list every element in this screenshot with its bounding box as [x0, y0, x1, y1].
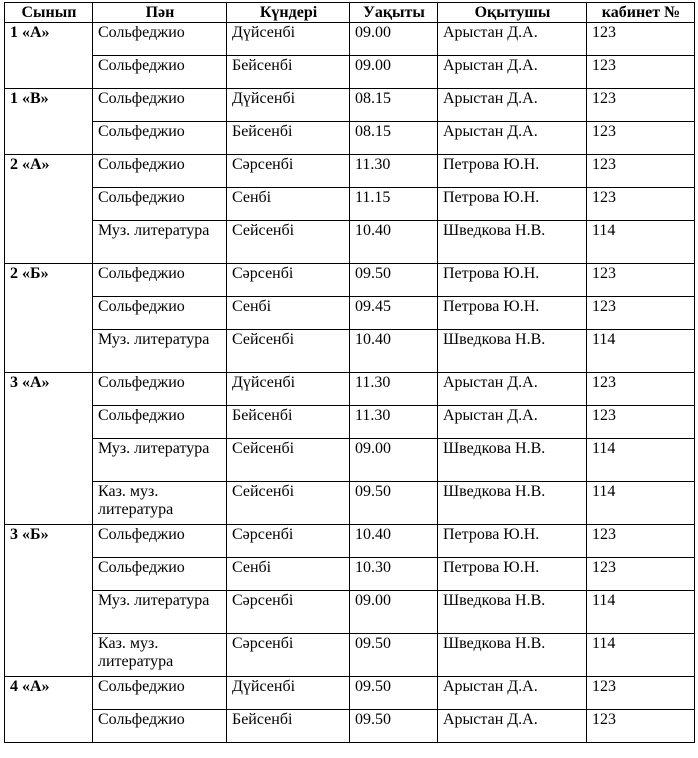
class-cell: 4 «А»	[5, 677, 93, 743]
day-cell: Сейсенбі	[227, 330, 350, 373]
room-cell: 114	[587, 330, 695, 373]
time-cell: 10.40	[350, 330, 438, 373]
time-cell: 11.30	[350, 155, 438, 188]
day-cell: Сейсенбі	[227, 439, 350, 482]
subject-cell: Каз. муз. литература	[93, 634, 227, 677]
table-row	[5, 89, 695, 122]
time-cell: 09.50	[350, 710, 438, 743]
subject-cell: Сольфеджио	[93, 297, 227, 330]
teacher-cell: Шведкова Н.В.	[438, 482, 587, 525]
subject-cell: Муз. литература	[93, 330, 227, 373]
subject-cell: Муз. литература	[93, 591, 227, 634]
teacher-cell: Арыстан Д.А.	[438, 56, 587, 89]
subject-cell: Сольфеджио	[93, 122, 227, 155]
day-cell: Сейсенбі	[227, 482, 350, 525]
time-cell: 10.30	[350, 558, 438, 591]
day-cell: Сенбі	[227, 188, 350, 221]
header-time: Уақыты	[350, 3, 438, 23]
time-cell: 09.45	[350, 297, 438, 330]
table-row	[5, 264, 695, 297]
room-cell: 123	[587, 89, 695, 122]
day-cell: Сейсенбі	[227, 221, 350, 264]
header-days: Күндері	[227, 3, 350, 23]
teacher-cell: Шведкова Н.В.	[438, 439, 587, 482]
table-row	[5, 373, 695, 406]
time-cell: 11.30	[350, 373, 438, 406]
room-cell: 114	[587, 221, 695, 264]
header-room: кабинет №	[587, 3, 695, 23]
day-cell: Бейсенбі	[227, 56, 350, 89]
room-cell: 123	[587, 406, 695, 439]
time-cell: 09.00	[350, 439, 438, 482]
teacher-cell: Шведкова Н.В.	[438, 221, 587, 264]
table-row	[5, 221, 695, 264]
subject-cell: Сольфеджио	[93, 188, 227, 221]
day-cell: Сенбі	[227, 558, 350, 591]
class-cell: 1 «А»	[5, 23, 93, 89]
time-cell: 09.50	[350, 634, 438, 677]
teacher-cell: Петрова Ю.Н.	[438, 155, 587, 188]
subject-cell: Сольфеджио	[93, 155, 227, 188]
teacher-cell: Шведкова Н.В.	[438, 591, 587, 634]
subject-cell: Сольфеджио	[93, 677, 227, 710]
time-cell: 09.00	[350, 591, 438, 634]
table-row	[5, 188, 695, 221]
time-cell: 08.15	[350, 89, 438, 122]
teacher-cell: Арыстан Д.А.	[438, 677, 587, 710]
table-row	[5, 591, 695, 634]
room-cell: 123	[587, 188, 695, 221]
room-cell: 123	[587, 558, 695, 591]
day-cell: Сенбі	[227, 297, 350, 330]
table-row	[5, 677, 695, 710]
room-cell: 123	[587, 155, 695, 188]
time-cell: 08.15	[350, 122, 438, 155]
class-cell: 3 «А»	[5, 373, 93, 525]
teacher-cell: Шведкова Н.В.	[438, 330, 587, 373]
subject-cell: Сольфеджио	[93, 264, 227, 297]
teacher-cell: Арыстан Д.А.	[438, 23, 587, 56]
room-cell: 114	[587, 591, 695, 634]
room-cell: 123	[587, 264, 695, 297]
subject-cell: Сольфеджио	[93, 89, 227, 122]
header-class: Сынып	[5, 3, 93, 23]
day-cell: Сәрсенбі	[227, 264, 350, 297]
teacher-cell: Петрова Ю.Н.	[438, 188, 587, 221]
schedule-table	[4, 2, 695, 743]
table-row	[5, 710, 695, 743]
room-cell: 123	[587, 525, 695, 558]
time-cell: 09.00	[350, 23, 438, 56]
teacher-cell: Петрова Ю.Н.	[438, 264, 587, 297]
subject-cell: Каз. муз. литература	[93, 482, 227, 525]
subject-cell: Сольфеджио	[93, 373, 227, 406]
subject-cell: Муз. литература	[93, 221, 227, 264]
subject-cell: Муз. литература	[93, 439, 227, 482]
header-row	[5, 3, 695, 23]
teacher-cell: Шведкова Н.В.	[438, 634, 587, 677]
time-cell: 09.00	[350, 56, 438, 89]
time-cell: 11.30	[350, 406, 438, 439]
table-row	[5, 525, 695, 558]
room-cell: 123	[587, 710, 695, 743]
time-cell: 09.50	[350, 264, 438, 297]
table-row	[5, 56, 695, 89]
teacher-cell: Арыстан Д.А.	[438, 406, 587, 439]
table-row	[5, 122, 695, 155]
day-cell: Бейсенбі	[227, 710, 350, 743]
table-row	[5, 482, 695, 525]
teacher-cell: Арыстан Д.А.	[438, 122, 587, 155]
room-cell: 123	[587, 373, 695, 406]
teacher-cell: Петрова Ю.Н.	[438, 297, 587, 330]
day-cell: Сәрсенбі	[227, 155, 350, 188]
time-cell: 10.40	[350, 221, 438, 264]
room-cell: 114	[587, 634, 695, 677]
teacher-cell: Арыстан Д.А.	[438, 89, 587, 122]
day-cell: Сәрсенбі	[227, 525, 350, 558]
room-cell: 123	[587, 122, 695, 155]
header-subject: Пән	[93, 3, 227, 23]
day-cell: Дүйсенбі	[227, 677, 350, 710]
teacher-cell: Петрова Ю.Н.	[438, 558, 587, 591]
subject-cell: Сольфеджио	[93, 56, 227, 89]
room-cell: 123	[587, 23, 695, 56]
table-row	[5, 558, 695, 591]
day-cell: Бейсенбі	[227, 406, 350, 439]
subject-cell: Сольфеджио	[93, 558, 227, 591]
table-row	[5, 439, 695, 482]
day-cell: Сәрсенбі	[227, 634, 350, 677]
subject-cell: Сольфеджио	[93, 525, 227, 558]
day-cell: Бейсенбі	[227, 122, 350, 155]
header-teacher: Оқытушы	[438, 3, 587, 23]
class-cell: 1 «В»	[5, 89, 93, 155]
table-row	[5, 406, 695, 439]
room-cell: 123	[587, 677, 695, 710]
table-row	[5, 155, 695, 188]
table-row	[5, 23, 695, 56]
time-cell: 09.50	[350, 677, 438, 710]
day-cell: Дүйсенбі	[227, 373, 350, 406]
day-cell: Сәрсенбі	[227, 591, 350, 634]
teacher-cell: Арыстан Д.А.	[438, 710, 587, 743]
table-row	[5, 330, 695, 373]
room-cell: 114	[587, 439, 695, 482]
room-cell: 123	[587, 56, 695, 89]
room-cell: 114	[587, 482, 695, 525]
subject-cell: Сольфеджио	[93, 710, 227, 743]
day-cell: Дүйсенбі	[227, 89, 350, 122]
room-cell: 123	[587, 297, 695, 330]
time-cell: 09.50	[350, 482, 438, 525]
class-cell: 3 «Б»	[5, 525, 93, 677]
teacher-cell: Арыстан Д.А.	[438, 373, 587, 406]
table-row	[5, 297, 695, 330]
day-cell: Дүйсенбі	[227, 23, 350, 56]
class-cell: 2 «А»	[5, 155, 93, 264]
teacher-cell: Петрова Ю.Н.	[438, 525, 587, 558]
table-row	[5, 634, 695, 677]
subject-cell: Сольфеджио	[93, 23, 227, 56]
class-cell: 2 «Б»	[5, 264, 93, 373]
time-cell: 11.15	[350, 188, 438, 221]
subject-cell: Сольфеджио	[93, 406, 227, 439]
time-cell: 10.40	[350, 525, 438, 558]
